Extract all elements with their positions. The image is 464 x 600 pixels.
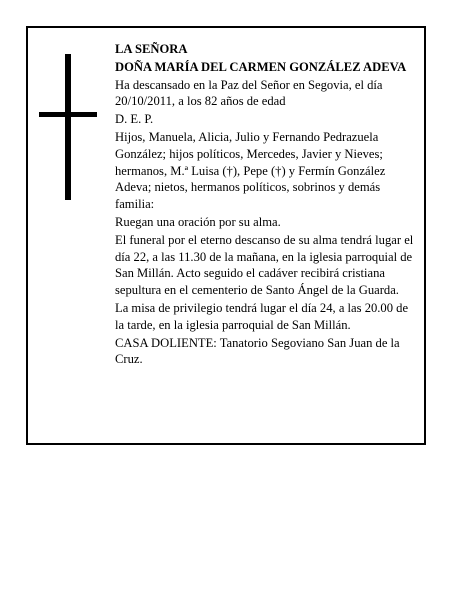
notice-body bbox=[115, 41, 418, 369]
funeral-info: El funeral por el eterno descanso de su alma tendrá lugar el día 22, a las 11.30 de la mañana, en la iglesia parroquial de San Millán. Acto seguido el cadáver recibirá cristiana sepultura en el cementerio de Santo Ángel de la Guarda. bbox=[115, 232, 414, 298]
obituary-notice bbox=[26, 26, 426, 445]
prayer-request: Ruegan una oración por su alma. bbox=[115, 214, 281, 229]
notice-title: LA SEÑORA bbox=[115, 42, 188, 56]
mass-info: La misa de privilegio tendrá lugar el día 24, a las 20.00 de la tarde, en la iglesia parroquial de San Millán. bbox=[115, 300, 409, 332]
funeral-home: CASA DOLIENTE: Tanatorio Segoviano San Juan de la Cruz. bbox=[115, 335, 400, 367]
cross-vertical-bar bbox=[65, 54, 71, 200]
cross-icon bbox=[39, 54, 97, 200]
deceased-name: DOÑA MARÍA DEL CARMEN GONZÁLEZ ADEVA bbox=[115, 59, 407, 74]
death-info: Ha descansado en la Paz del Señor en Segovia, el día 20/10/2011, a los 82 años de edad bbox=[115, 77, 383, 109]
dep-text: D. E. P. bbox=[115, 112, 154, 127]
family-list: Hijos, Manuela, Alicia, Julio y Fernando Pedrazuela González; hijos políticos, Mercedes, Javier y Nieves; hermanos, M.ª Luisa (†), Pepe (†) y Fermín González Adeva; nietos, hermanos políticos, sobrinos y demás familia: bbox=[115, 129, 386, 212]
cross-horizontal-bar bbox=[39, 112, 97, 117]
